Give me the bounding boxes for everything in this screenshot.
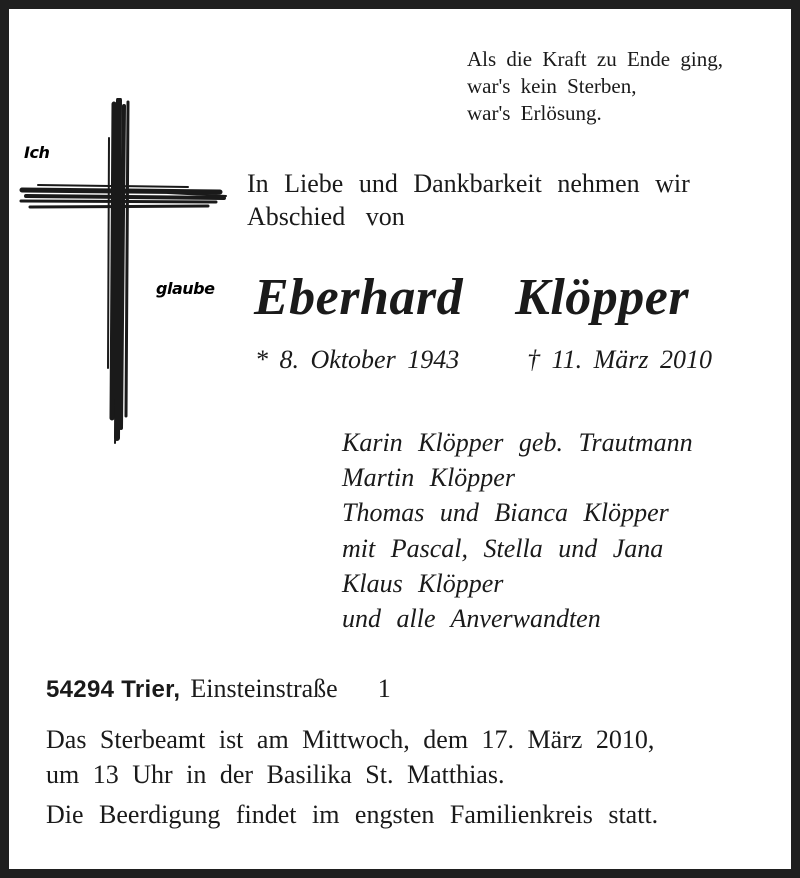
- mourner-line: und alle Anverwandten: [342, 604, 601, 634]
- mourner-line: mit Pascal, Stella und Jana: [342, 533, 664, 563]
- mourners-list: [342, 425, 693, 636]
- address-number: 1: [377, 674, 391, 703]
- poem: [467, 46, 723, 127]
- intro-text: [247, 167, 690, 233]
- mourner-line: Karin Klöpper geb. Trautmann: [342, 428, 693, 457]
- burial-notice: Die Beerdigung findet im engsten Familienkreis statt.: [46, 800, 659, 829]
- deceased-name: [254, 268, 689, 327]
- poem-line-1: Als die Kraft zu Ende ging,: [467, 47, 723, 71]
- poem-line-2: war's kein Sterben,: [467, 74, 637, 98]
- last-name: Klöpper: [515, 269, 690, 326]
- mourner-line: Martin Klöpper: [342, 463, 515, 493]
- address: [46, 674, 391, 704]
- mourner-line: Klaus Klöpper: [342, 568, 504, 598]
- intro-line-2: Abschied von: [247, 202, 405, 231]
- address-street: Einsteinstraße: [190, 674, 338, 703]
- mourner-line: Thomas und Bianca Klöpper: [342, 498, 669, 528]
- intro-line-1: In Liebe und Dankbarkeit nehmen wir: [247, 169, 690, 198]
- cross-word-top: Ich: [24, 143, 50, 162]
- service-line-1: Das Sterbeamt ist am Mittwoch, dem 17. März 2010,: [46, 725, 655, 754]
- service-line-2: um 13 Uhr in der Basilika St. Matthias.: [46, 760, 505, 789]
- birth-date: * 8. Oktober 1943: [255, 345, 460, 374]
- cross-word-side: glaube: [156, 279, 215, 298]
- first-name: Eberhard: [254, 269, 464, 326]
- address-city: 54294 Trier,: [46, 676, 181, 703]
- service-notice: [46, 722, 654, 792]
- death-date: † 11. März 2010: [527, 345, 712, 374]
- poem-line-3: war's Erlösung.: [467, 101, 602, 125]
- cross-icon: [18, 98, 233, 448]
